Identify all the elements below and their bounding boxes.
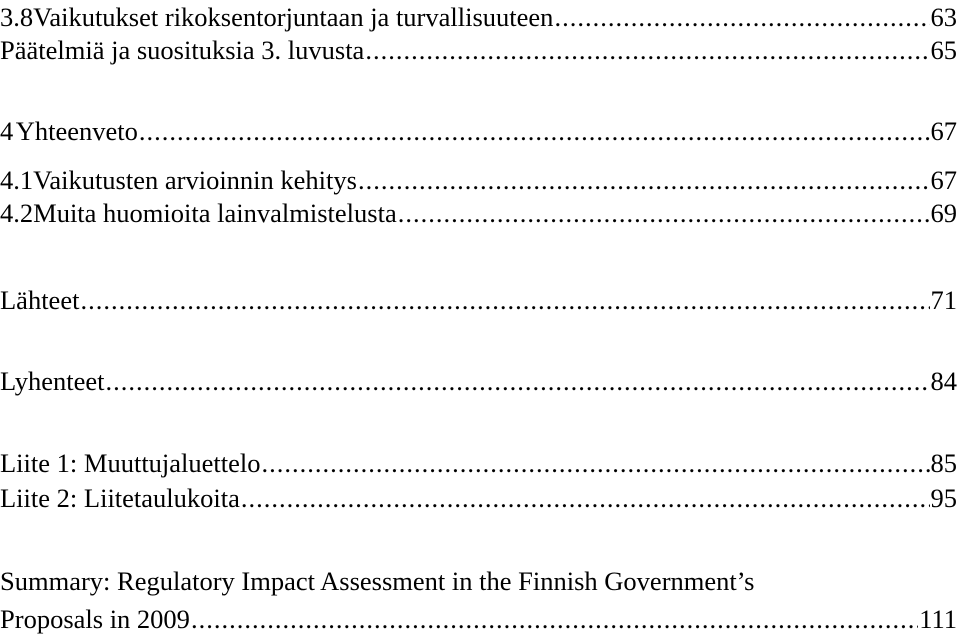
- toc-entry-title: Lyhenteet: [0, 366, 105, 396]
- toc-entry-page: 95: [930, 483, 957, 513]
- dot-leader: [191, 602, 918, 636]
- dot-leader: [241, 481, 930, 515]
- toc-entry[interactable]: [0, 364, 957, 398]
- toc-entry[interactable]: [0, 446, 957, 480]
- dot-leader: [554, 0, 929, 34]
- toc-entry-number: 4.1: [0, 165, 34, 195]
- toc-entry-number: 4.2: [0, 198, 34, 228]
- toc-entry-page: 67: [930, 165, 957, 195]
- toc-entry-page: 111: [919, 604, 957, 634]
- toc-entry-number: 3.8: [0, 2, 34, 32]
- toc-entry[interactable]: [0, 163, 957, 197]
- dot-leader: [106, 364, 930, 398]
- dot-leader: [139, 114, 930, 148]
- toc-entry-title: Yhteenveto: [15, 116, 138, 146]
- toc-entry-title: Liite 2: Liitetaulukoita: [0, 483, 240, 513]
- dot-leader: [80, 283, 929, 317]
- toc-entry-title: Lähteet: [0, 285, 80, 315]
- toc-entry-number: 4: [0, 116, 14, 146]
- toc-entry-title: Vaikutusten arvioinnin kehitys: [33, 165, 357, 195]
- dot-leader: [365, 33, 929, 67]
- toc-entry[interactable]: [0, 114, 957, 148]
- toc-entry[interactable]: [0, 0, 957, 34]
- toc-entry[interactable]: [0, 283, 957, 317]
- toc-entry-page: 67: [930, 116, 957, 146]
- toc-entry[interactable]: [0, 33, 957, 67]
- dot-leader: [398, 196, 930, 230]
- toc-entry-title: Päätelmiä ja suosituksia 3. luvusta: [0, 35, 365, 65]
- toc-entry-page: 69: [930, 198, 957, 228]
- toc-entry[interactable]: [0, 196, 957, 230]
- toc-entry-page: 71: [930, 285, 957, 315]
- dot-leader: [358, 163, 930, 197]
- toc-entry[interactable]: [0, 481, 957, 515]
- toc-entry-page: 84: [930, 366, 957, 396]
- toc-entry-page: 63: [930, 2, 957, 32]
- toc-entry-summary[interactable]: [0, 602, 957, 636]
- dot-leader: [262, 446, 930, 480]
- toc-summary-title-line: Summary: Regulatory Impact Assessment in the Finnish Government’s: [0, 566, 755, 596]
- toc-entry-title: Proposals in 2009: [0, 604, 190, 634]
- toc-entry-title: Muita huomioita lainvalmistelusta: [33, 198, 397, 228]
- toc-entry-title: Liite 1: Muuttujaluettelo: [0, 448, 261, 478]
- toc-entry-title: Vaikutukset rikoksentorjuntaan ja turvallisuuteen: [33, 2, 554, 32]
- toc-entry-page: 65: [930, 35, 957, 65]
- toc-entry-page: 85: [930, 448, 957, 478]
